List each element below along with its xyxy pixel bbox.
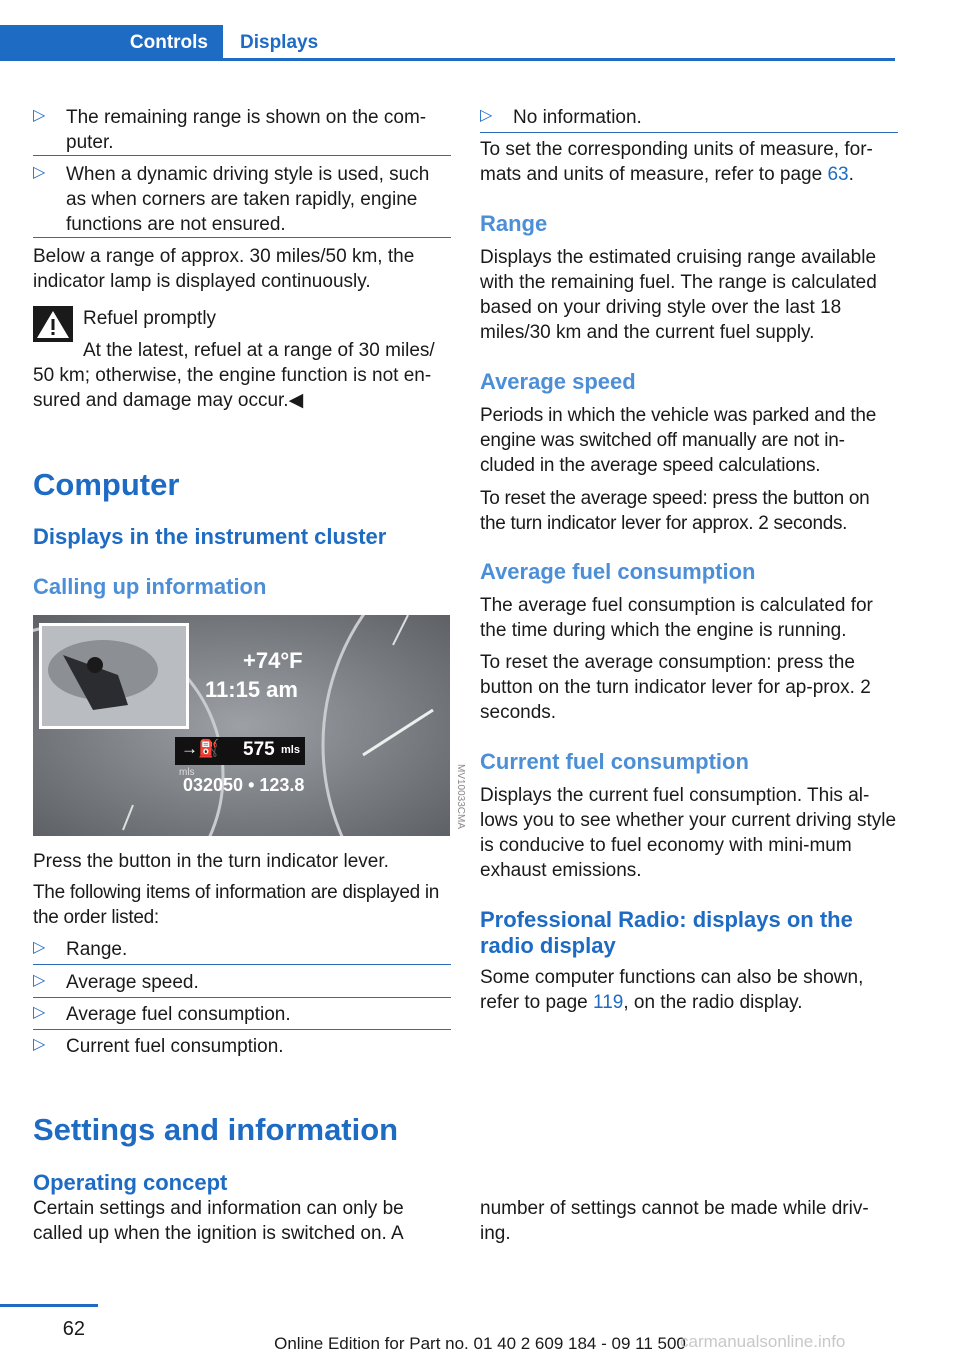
divider: [33, 964, 451, 965]
triangle-bullet-icon: ▷: [33, 1036, 46, 1053]
divider: [33, 997, 451, 998]
list-item-text: The remaining range is shown on the com-puter.: [66, 107, 427, 153]
list-item-text: No information.: [513, 107, 642, 128]
odometer-unit: mls: [179, 767, 195, 778]
tab-controls[interactable]: Controls: [0, 25, 223, 61]
heading-average-fuel: Average fuel consumption: [480, 559, 756, 584]
temperature-readout: +74°F: [243, 648, 303, 673]
heading-current-fuel: Current fuel consumption: [480, 749, 749, 774]
instrument-cluster-illustration: [33, 615, 450, 836]
operating-text-right: number of settings cannot be made while driv-ing.: [480, 1198, 869, 1244]
triangle-bullet-icon: ▷: [33, 107, 46, 124]
units-text: To set the corresponding units of measure, for-mats and units of measure, refer to page 63.: [480, 139, 873, 185]
list-item: [33, 937, 451, 962]
order-instruction: The following items of information are displayed in the order listed:: [33, 882, 440, 928]
list-item: [33, 1034, 451, 1059]
figure-code: MV10033CMA: [455, 764, 466, 830]
divider: [480, 132, 898, 133]
page-header: [0, 25, 895, 61]
warning-title: Refuel promptly: [83, 308, 217, 329]
watermark: carmanualsonline.info: [680, 1332, 846, 1351]
list-item: [480, 105, 898, 130]
footer-rule: [0, 1304, 98, 1307]
warning-text: At the latest, refuel at a range of 30 miles/ 50 km; otherwise, the engine function is not en-sured and damage may occur.◀: [33, 340, 435, 411]
list-item-text: Range.: [66, 939, 128, 960]
range-note: Below a range of approx. 30 miles/50 km, the indicator lamp is displayed continuously.: [33, 246, 415, 292]
page-number: 62: [62, 1318, 85, 1340]
heading-range: Range: [480, 211, 548, 236]
edition-line: Online Edition for Part no. 01 40 2 609 184 - 09 11 500: [274, 1334, 686, 1353]
list-item: [33, 105, 451, 155]
average-fuel-text: The average fuel consumption is calculated for the time during which the engine is running.: [480, 595, 873, 641]
list-item-text: When a dynamic driving style is used, such as when corners are taken rapidly, engine functions are not ensured.: [66, 164, 430, 235]
page-link-63[interactable]: 63: [827, 164, 849, 185]
subsection-title-displays: Displays in the instrument cluster: [33, 524, 387, 549]
tab-displays[interactable]: Displays: [240, 32, 319, 53]
range-display: [175, 737, 305, 765]
average-speed-reset-text: To reset the average speed: press the button on the turn indicator lever for approx. 2 seconds.: [480, 488, 870, 534]
press-instruction: Press the button in the turn indicator lever.: [33, 851, 389, 872]
list-item-text: Average fuel consumption.: [66, 1004, 291, 1025]
average-speed-text: Periods in which the vehicle was parked and the engine was switched off manually are not in-cluded in the average speed calculations.: [480, 405, 877, 476]
range-text: Displays the estimated cruising range available with the remaining fuel. The range is calculated based on your driving style over the last 18 miles/30 km and the current fuel supply.: [480, 247, 877, 343]
list-item-text: Current fuel consumption.: [66, 1036, 284, 1057]
list-item: [33, 162, 451, 237]
section-title-computer: Computer: [33, 467, 180, 502]
current-fuel-text: Displays the current fuel consumption. This al-lows you to see whether your current driving style is conducive to fuel economy with mini-mum exhaust emissions.: [480, 785, 897, 881]
divider: [33, 237, 451, 238]
subsection-title-calling: Calling up information: [33, 574, 267, 599]
average-fuel-reset-text: To reset the average consumption: press the button on the turn indicator lever for ap-prox. 2 seconds.: [480, 652, 871, 723]
range-unit: mls: [281, 744, 300, 756]
odometer-readout: 032050 • 123.8: [183, 775, 305, 795]
page-link-119[interactable]: 119: [593, 992, 624, 1013]
triangle-bullet-icon: ▷: [33, 972, 46, 989]
instrument-cluster-photo: [33, 615, 450, 836]
divider: [33, 1029, 451, 1030]
warning-box: [33, 306, 451, 411]
list-item: [33, 1002, 451, 1027]
list-item: [33, 970, 451, 995]
triangle-bullet-icon: ▷: [33, 939, 46, 956]
list-item-text: Average speed.: [66, 972, 199, 993]
subsection-title-operating: Operating concept: [33, 1170, 228, 1195]
triangle-bullet-icon: ▷: [480, 107, 493, 124]
triangle-bullet-icon: ▷: [33, 164, 46, 181]
operating-text-left: Certain settings and information can only be called up when the ignition is switched on. A: [33, 1198, 404, 1244]
heading-professional-radio: Professional Radio: displays on the radio display: [480, 907, 853, 958]
heading-average-speed: Average speed: [480, 369, 636, 394]
clock-readout: 11:15 am: [205, 677, 298, 702]
section-title-settings: Settings and information: [33, 1112, 399, 1147]
fuel-pump-icon: →⛽: [181, 739, 220, 758]
triangle-bullet-icon: ▷: [33, 1004, 46, 1021]
range-value: 575: [243, 739, 275, 760]
divider: [33, 155, 451, 156]
radio-text: Some computer functions can also be shown, refer to page 119, on the radio display.: [480, 967, 864, 1013]
warning-triangle-icon: [33, 306, 73, 342]
